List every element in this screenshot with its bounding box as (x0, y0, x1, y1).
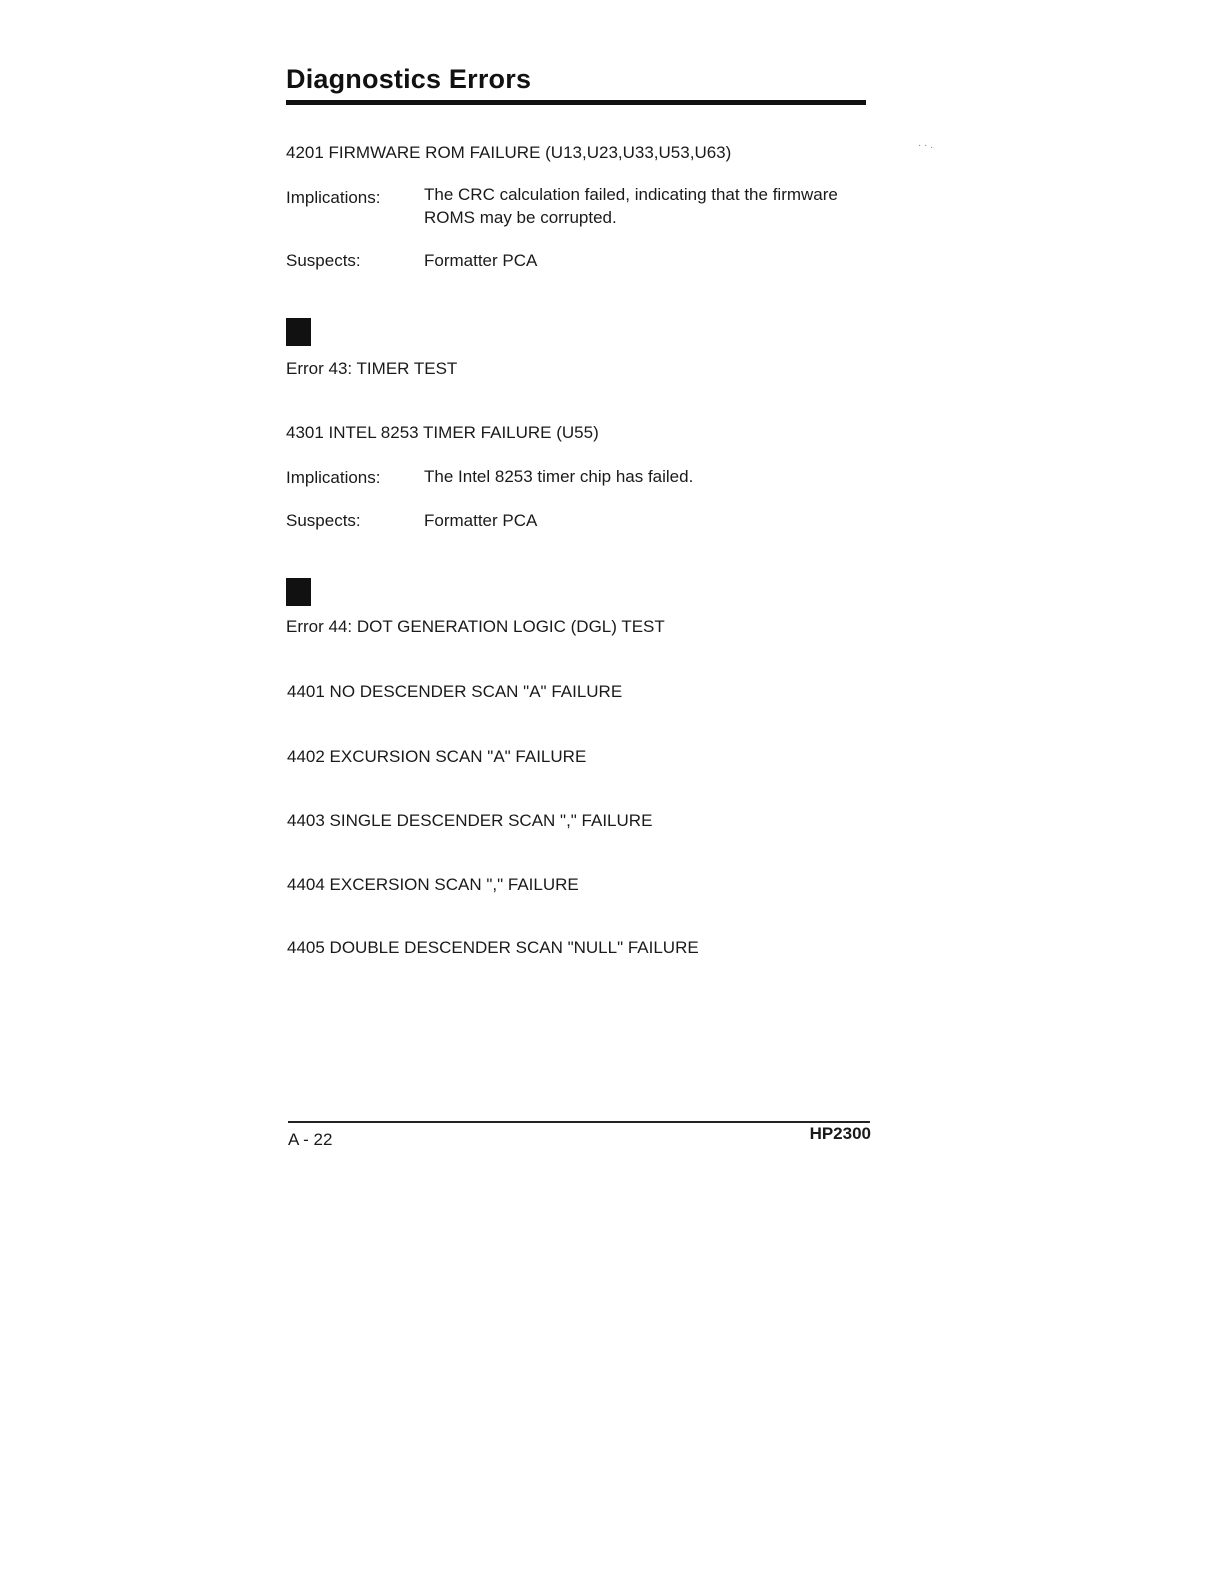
code-4301-heading: 4301 INTEL 8253 TIMER FAILURE (U55) (286, 423, 599, 442)
error-43-title: Error 43: TIMER TEST (286, 359, 458, 378)
section-marker-block (286, 318, 311, 346)
code-4201-heading: 4201 FIRMWARE ROM FAILURE (U13,U23,U33,U53,U63) (286, 143, 732, 162)
code-4405: 4405 DOUBLE DESCENDER SCAN "NULL" FAILURE (287, 938, 699, 957)
product-name: HP2300 (809, 1124, 871, 1143)
page-number: A - 22 (288, 1130, 333, 1149)
error-44-title: Error 44: DOT GENERATION LOGIC (DGL) TEST (286, 617, 665, 636)
implications-value (424, 183, 874, 229)
implications-label: Implications: (286, 188, 381, 207)
suspects-value: Formatter PCA (424, 511, 538, 530)
code-4404: 4404 EXCERSION SCAN "," FAILURE (287, 875, 579, 894)
code-4402: 4402 EXCURSION SCAN "A" FAILURE (287, 747, 587, 766)
code-4401: 4401 NO DESCENDER SCAN "A" FAILURE (287, 682, 623, 701)
footer-rule (288, 1121, 870, 1123)
section-marker-block (286, 578, 311, 606)
suspects-label: Suspects: (286, 511, 361, 530)
implications-line: The CRC calculation failed, indicating that the firmware (424, 185, 838, 204)
implications-label: Implications: (286, 468, 381, 487)
scan-mark: · · . (918, 140, 933, 151)
code-4403: 4403 SINGLE DESCENDER SCAN "," FAILURE (287, 811, 653, 830)
implications-line: ROMS may be corrupted. (424, 208, 617, 227)
suspects-value: Formatter PCA (424, 251, 538, 270)
implications-value: The Intel 8253 timer chip has failed. (424, 467, 694, 486)
page-title: Diagnostics Errors (286, 64, 532, 94)
suspects-label: Suspects: (286, 251, 361, 270)
title-rule (286, 100, 866, 105)
